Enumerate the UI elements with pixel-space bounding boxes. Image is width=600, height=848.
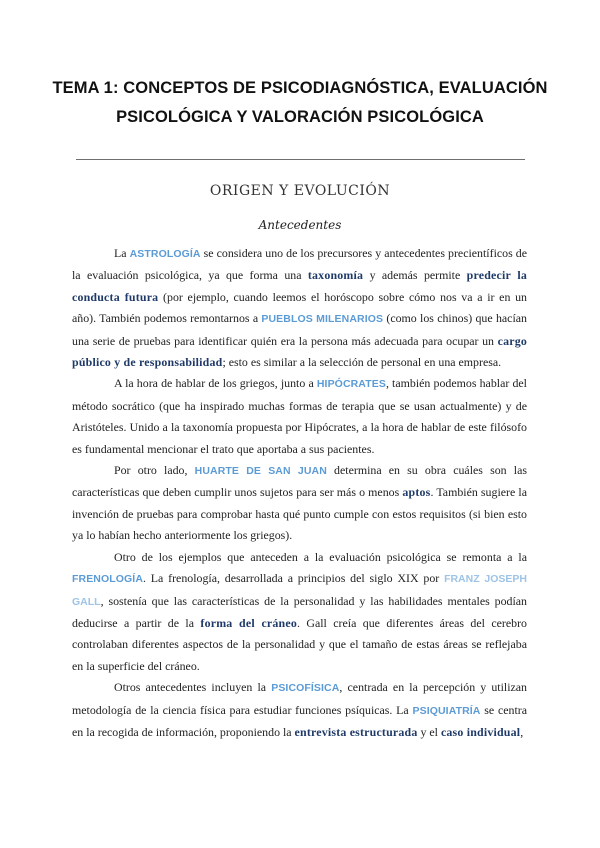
- paragraph-astrologia: La ASTROLOGÍA se considera uno de los precursores y antecedentes precientíficos de la evaluación psicológica, ya que forma una taxonomía y además permite predecir la conducta futura (por ejemplo, cuando leemos el horóscopo sobre cómo nos va a ir en un año). También podemos remontarnos a PUEBLOS MILENARIOS (como los chinos) que hacían una serie de pruebas para identificar quién era la persona más adecuada para ocupar un cargo público y de responsabilidad; esto es similar a la selección de personal en una empresa.: [72, 246, 528, 370]
- keyword-aptos: aptos: [402, 485, 431, 500]
- subsection-heading: Antecedentes: [258, 218, 342, 232]
- keyword-hipocrates: HIPÓCRATES: [316, 378, 386, 391]
- keyword-entrevista-estructurada: entrevista estructurada: [294, 724, 418, 739]
- keyword-taxonomia: taxonomía: [307, 268, 364, 283]
- section-heading: ORIGEN Y EVOLUCIÓN: [209, 183, 391, 199]
- title-line-1: TEMA 1: CONCEPTOS DE PSICODIAGNÓSTICA, EVALUACIÓN: [52, 79, 548, 97]
- keyword-huarte-de-san-juan: HUARTE DE SAN JUAN: [194, 465, 327, 478]
- keyword-frenologia: FRENOLOGÍA: [72, 573, 143, 586]
- paragraph-huarte: Por otro lado, HUARTE DE SAN JUAN determina en su obra cuáles son las características que deben cumplir unos sujetos para ser más o menos aptos. También sugiere la invención de pruebas para comprobar hasta qué punto cumple con estos requisitos (si bien esto ya lo habían hecho anteriormente los griegos).: [72, 463, 527, 543]
- paragraph-psicofisica: Otros antecedentes incluyen la PSICOFÍSICA, centrada en la percepción y utilizan metodología de la ciencia física para estudiar funciones psíquicas. La PSIQUIATRÍA se centra en la recogida de información, proponiendo la entrevista estructurada y el caso individual,: [72, 680, 528, 739]
- keyword-cargo-publico: cargo público y de responsabilidad: [72, 333, 527, 370]
- paragraph-griegos: A la hora de hablar de los griegos, junto a HIPÓCRATES, también podemos hablar del método socrático (que ha inspirado muchas formas de terapia que se usan actualmente) y de Aristóteles. Unido a la taxonomía propuesta por Hipócrates, a la hora de hablar de este filósofo es fundamental mencionar el trato que aportaba a sus pacientes.: [72, 376, 527, 456]
- paragraph-frenologia: Otro de los ejemplos que anteceden a la evaluación psicológica se remonta a la FRENOLOGÍA. La frenología, desarrollada a principios del siglo XIX por FRANZ JOSEPH GALL, sostenía que las características de la personalidad y las habilidades mentales podían deducirse a partir de la forma del cráneo. Gall creía que diferentes áreas del cerebro controlaban diferentes aspectos de la personalidad y que el tamaño de estas áreas se reflejaba en la superficie del cráneo.: [72, 549, 527, 673]
- keyword-predecir-conducta: predecir la conducta futura: [72, 268, 527, 304]
- keyword-franz-joseph-gall: FRANZ JOSEPH GALL: [72, 573, 527, 608]
- keyword-psicofisica: PSICOFÍSICA: [271, 682, 340, 695]
- keyword-pueblos-milenarios: PUEBLOS MILENARIOS: [261, 313, 384, 326]
- keyword-caso-individual: caso individual: [440, 724, 521, 739]
- title-line-2: PSICOLÓGICA Y VALORACIÓN PSICOLÓGICA: [116, 108, 484, 126]
- page-title: [40, 74, 560, 132]
- keyword-forma-del-craneo: forma del cráneo: [200, 615, 297, 630]
- body-text: [72, 243, 527, 743]
- title-divider: [76, 159, 525, 160]
- keyword-astrologia: ASTROLOGÍA: [129, 248, 201, 260]
- keyword-psiquiatria: PSIQUIATRÍA: [412, 704, 481, 717]
